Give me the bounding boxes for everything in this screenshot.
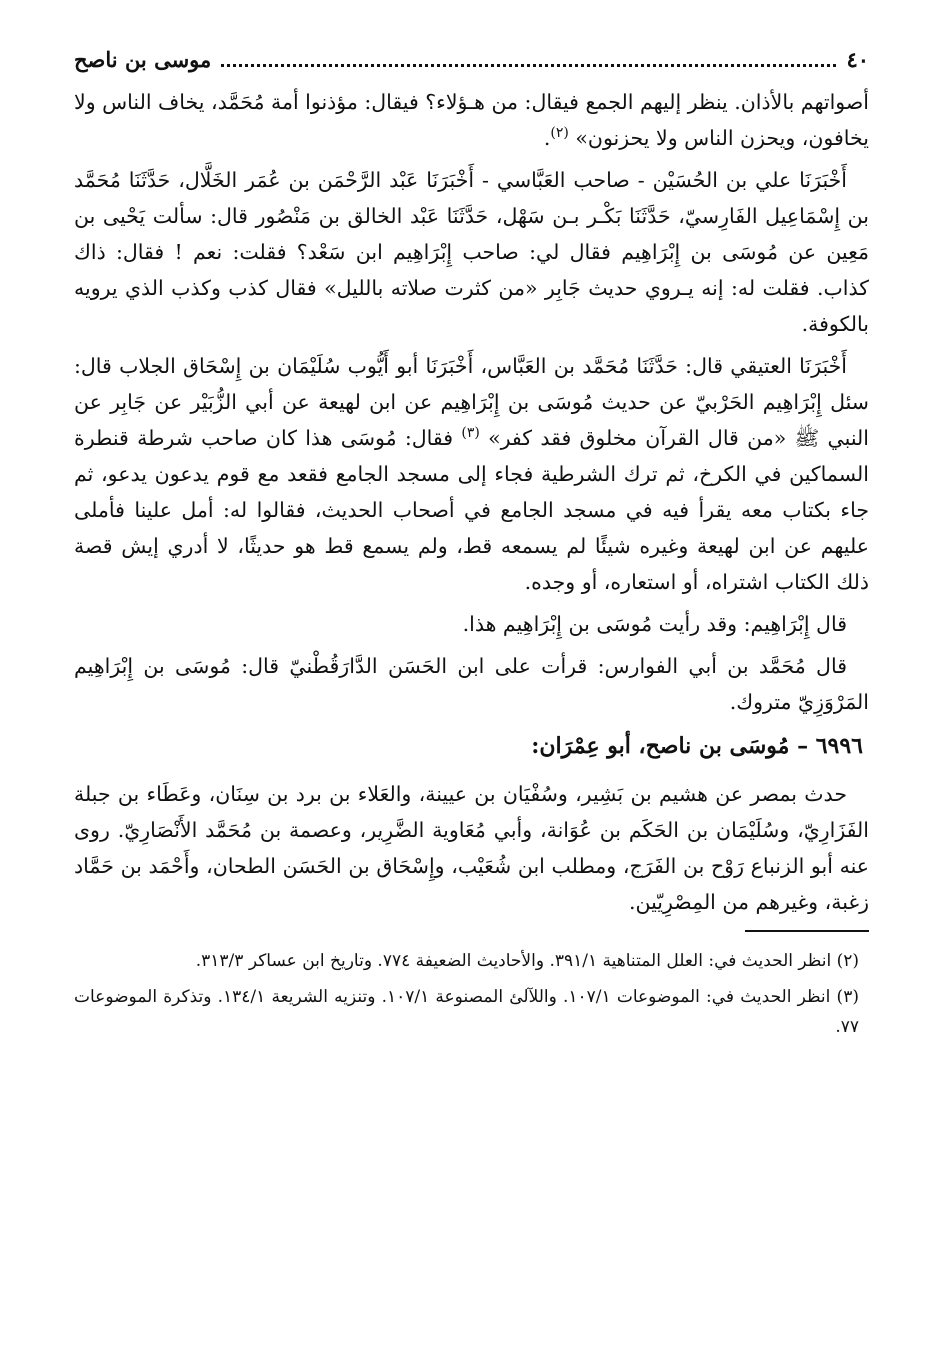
- paragraph-atiqi: [74, 348, 869, 600]
- paragraph-text: فقال: مُوسَى هذا كان صاحب شرطة قنطرة السماكين في الكرخ، ثم ترك الشرطية فجاء إلى مسجد الجامع فقعد مع قوم يدعون يدعو، ثم جاء بكتاب معه يقرأ فيه في مسجد الجامع في أصحاب الحديث، فقالوا له: أمل علينا فأملى عليهم عن ابن لهيعة وغيره شيئًا لم يسمعه قط، ولم يسمع قط هو حديثًا، لا أدري إيش قصة ذلك الكتاب اشتراه، أو استعاره، أو وجده.: [74, 426, 869, 594]
- paragraph-ibrahim: قال إِبْرَاهِيم: وقد رأيت مُوسَى بن إِبْرَاهِيم هذا.: [462, 612, 847, 636]
- footnote-divider: [745, 930, 869, 932]
- paragraph-text: أَخْبَرَنَا العتيقي قال: حَدَّثَنَا مُحَمَّد بن العَبَّاس، أَخْبَرَنَا أبو أَيُّوب سُلَيْمَان بن إِسْحَاق الجلاب قال: سئل إِبْرَاهِيم الحَرْبيّ عن حديث مُوسَى بن إِبْرَاهِيم عن ابن لهيعة عن أبي الزُّبَيْر عن جَابِر عن النبي ﷺ «من قال القرآن مخلوق فقد كفر»: [74, 354, 869, 450]
- footnote-3: (٣) انظر الحديث في: الموضوعات ١٠٧/١. واللآلئ المصنوعة ١٠٧/١. وتنزيه الشريعة ١٣٤/١. وتذكرة الموضوعات ٧٧.: [74, 987, 859, 1037]
- running-title: موسى بن ناصح: [74, 46, 212, 72]
- running-header: [74, 34, 869, 84]
- footnote-ref-2: (٢): [550, 125, 569, 142]
- entry-body: حدث بمصر عن هشيم بن بَشِير، وسُفْيَان بن عيينة، والعَلاء بن برد بن سِنَان، وعَطَاء بن جبلة الفَزَارِيّ، وسُلَيْمَان بن الحَكَم بن عُوَانة، وأبي مُعَاوية الضَّرِير، وعصمة بن مُحَمَّد الأَنْصَارِيّ. روى عنه أبو الزنباع رَوْح بن الفَرَج، ومطلب ابن شُعَيْب، وإِسْحَاق بن الحَسَن الطحان، وأَحْمَد بن حَمَّاد زغبة، وغيرهم من المِصْرِيّين.: [74, 782, 869, 914]
- footnote-ref-3: (٣): [461, 425, 480, 442]
- paragraph-text: أصواتهم بالأذان. ينظر إليهم الجمع فيقال: من هـؤلاء؟ فيقال: مؤذنوا أمة مُحَمَّد، يخاف الناس ولا يخافون، ويحزن الناس ولا يحزنون»: [74, 90, 869, 150]
- page-number: ٤٠: [846, 46, 869, 72]
- entry-heading: ٦٩٩٦ – مُوسَى بن ناصح، أبو عِمْرَان:: [531, 733, 863, 759]
- footnote-2: (٢) انظر الحديث في: العلل المتناهية ٣٩١/١. والأحاديث الضعيفة ٧٧٤. وتاريخ ابن عساكر ٣١٣/٣.: [195, 951, 859, 971]
- paragraph-ibn-maeen: أَخْبَرَنَا علي بن الحُسَيْن - صاحب العَبَّاسي - أَخْبَرَنَا عَبْد الرَّحْمَن بن عُمَر الخَلَّال، حَدَّثَنَا مُحَمَّد بن إِسْمَاعِيل الفَارِسيّ، حَدَّثَنَا بَكْـر بـن سَهْل، حَدَّثَنَا عَبْد الخالق بن مَنْصُور قال: سألت يَحْيى بن مَعِين عن مُوسَى بن إِبْرَاهِيم فقال لي: صاحب إِبْرَاهِيم ابن سَعْد؟ فقلت: نعم ! فقال: ذاك كذاب. فقلت له: إنه يـروي حديث جَابِر «من كثرت صلاته بالليل» فقال كذب وكذب الذي يرويه بالكوفة.: [74, 168, 869, 336]
- header-dotted-leader: [221, 64, 836, 67]
- paragraph-daraqutni: قال مُحَمَّد بن أبي الفوارس: قرأت على ابن الحَسَن الدَّارَقُطْنيّ قال: مُوسَى بن إِبْرَاهِيم المَرْوَزِيّ متروك.: [74, 654, 869, 714]
- paragraph-continuation: أصواتهم بالأذان. ينظر إليهم الجمع فيقال: من هـؤلاء؟ فيقال: مؤذنوا أمة مُحَمَّد، يخاف الناس ولا يخافون، ويحزن الناس ولا يحزنون» $^{(٢)}$.: [74, 90, 869, 150]
